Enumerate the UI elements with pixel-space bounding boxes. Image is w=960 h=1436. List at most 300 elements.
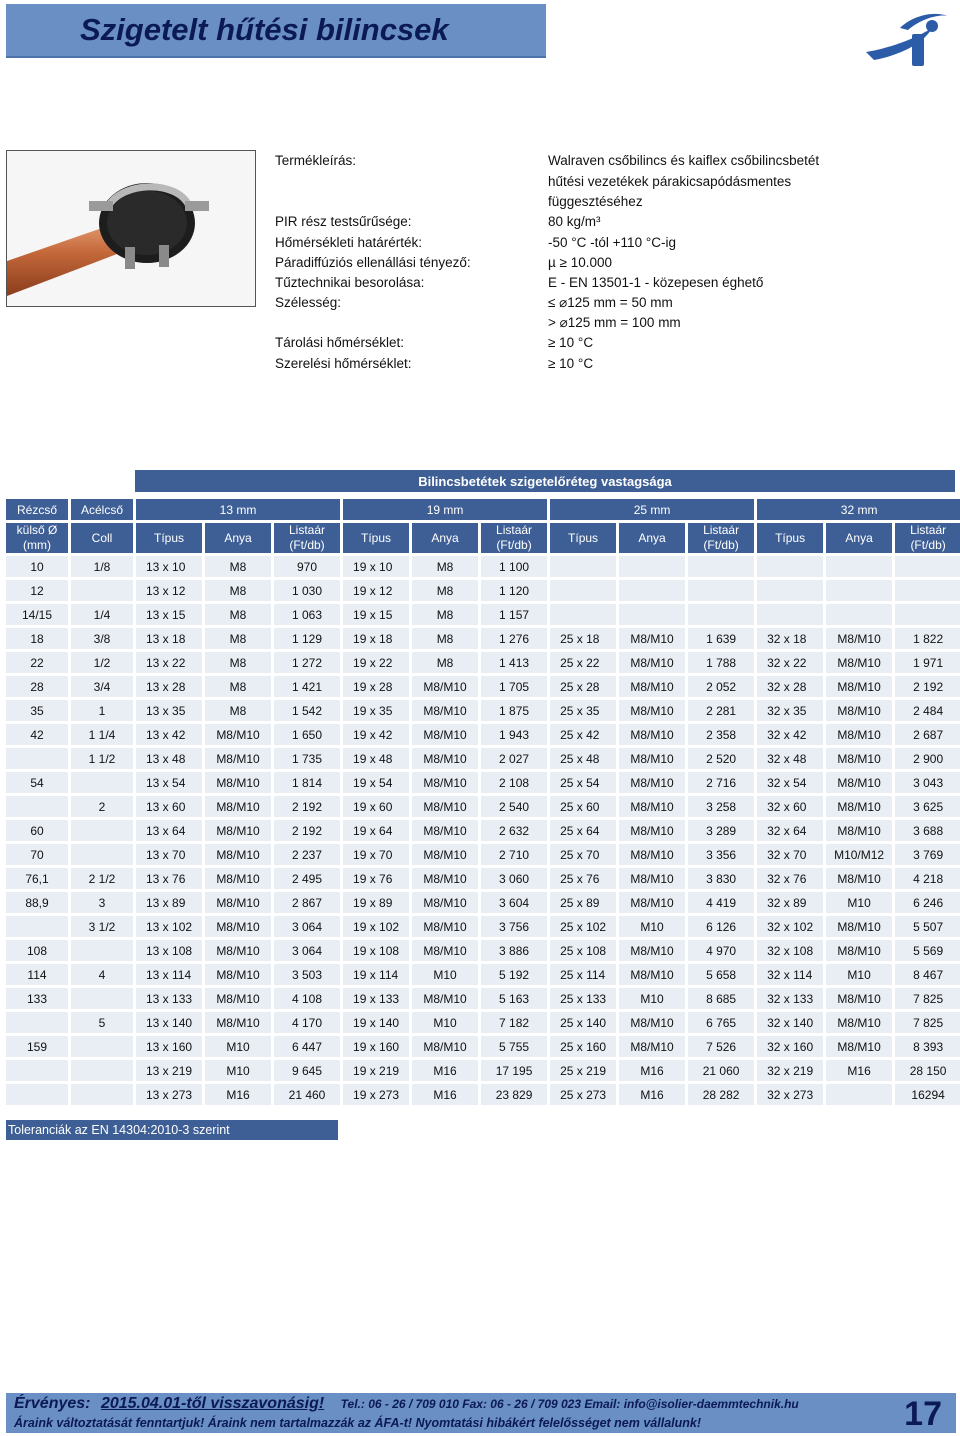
table-row (6, 772, 960, 793)
spec-label: Szerelési hőmérséklet: (275, 356, 412, 371)
cell-listaar: 5 658 (688, 964, 754, 985)
cell-anya (619, 580, 685, 601)
cell-listaar (688, 580, 754, 601)
cell-listaar: 8 467 (895, 964, 960, 985)
cell-listaar: 3 258 (688, 796, 754, 817)
cell-kulso (6, 916, 68, 937)
cell-tipus: 25 x 60 (550, 796, 616, 817)
spec-value: ≤ ⌀125 mm = 50 mm (548, 295, 673, 310)
cell-anya: M8/M10 (826, 652, 892, 673)
cell-anya: M8/M10 (412, 892, 478, 913)
table-row (6, 556, 960, 577)
cell-anya: M8 (205, 580, 271, 601)
cell-anya: M10 (412, 1012, 478, 1033)
cell-tipus: 25 x 35 (550, 700, 616, 721)
page-title: Szigetelt hűtési bilincsek (80, 12, 449, 47)
cell-tipus: 25 x 140 (550, 1012, 616, 1033)
cell-anya (619, 556, 685, 577)
subheader-row (6, 523, 960, 553)
cell-tipus: 13 x 273 (136, 1084, 202, 1105)
cell-anya: M8/M10 (619, 700, 685, 721)
cell-kulso: 28 (6, 676, 68, 697)
cell-listaar: 7 825 (895, 1012, 960, 1033)
table-row (6, 1084, 960, 1105)
cell-anya: M8/M10 (826, 676, 892, 697)
cell-anya: M8/M10 (619, 1012, 685, 1033)
cell-listaar: 2 237 (274, 844, 340, 865)
cell-listaar: 4 218 (895, 868, 960, 889)
cell-coll: 1/8 (71, 556, 133, 577)
cell-tipus: 32 x 219 (757, 1060, 823, 1081)
cell-listaar: 2 281 (688, 700, 754, 721)
cell-coll: 1 (71, 700, 133, 721)
cell-tipus: 32 x 22 (757, 652, 823, 673)
table-row (6, 1036, 960, 1057)
cell-listaar: 1 421 (274, 676, 340, 697)
cell-tipus: 32 x 28 (757, 676, 823, 697)
cell-anya: M8/M10 (826, 868, 892, 889)
table-row (6, 844, 960, 865)
cell-anya: M10 (205, 1060, 271, 1081)
cell-listaar: 1 542 (274, 700, 340, 721)
cell-listaar: 3 756 (481, 916, 547, 937)
cell-listaar: 1 157 (481, 604, 547, 625)
cell-anya: M8/M10 (205, 820, 271, 841)
cell-listaar: 8 393 (895, 1036, 960, 1057)
cell-tipus: 19 x 12 (343, 580, 409, 601)
cell-tipus: 32 x 42 (757, 724, 823, 745)
company-logo (860, 6, 952, 70)
cell-anya: M8/M10 (826, 988, 892, 1009)
cell-kulso: 108 (6, 940, 68, 961)
subheader-tipus: Típus (550, 523, 616, 553)
cell-listaar: 17 195 (481, 1060, 547, 1081)
cell-tipus: 13 x 28 (136, 676, 202, 697)
cell-tipus: 19 x 273 (343, 1084, 409, 1105)
cell-anya: M8/M10 (412, 940, 478, 961)
cell-tipus: 25 x 102 (550, 916, 616, 937)
cell-anya: M8 (205, 556, 271, 577)
cell-tipus: 19 x 140 (343, 1012, 409, 1033)
cell-anya: M16 (412, 1060, 478, 1081)
cell-anya: M8/M10 (205, 916, 271, 937)
cell-tipus: 19 x 114 (343, 964, 409, 985)
cell-anya: M8/M10 (205, 892, 271, 913)
spec-value: hűtési vezetékek párakicsapódásmentes (548, 174, 792, 189)
subheader-tipus: Típus (757, 523, 823, 553)
cell-listaar: 5 192 (481, 964, 547, 985)
cell-kulso: 12 (6, 580, 68, 601)
cell-tipus: 13 x 108 (136, 940, 202, 961)
cell-tipus: 25 x 76 (550, 868, 616, 889)
cell-tipus: 13 x 102 (136, 916, 202, 937)
cell-anya: M8/M10 (205, 748, 271, 769)
spec-label: Tűztechnikai besorolása: (275, 275, 425, 290)
cell-coll: 3/8 (71, 628, 133, 649)
cell-tipus: 32 x 108 (757, 940, 823, 961)
cell-listaar: 1 943 (481, 724, 547, 745)
cell-tipus: 19 x 22 (343, 652, 409, 673)
cell-listaar: 3 503 (274, 964, 340, 985)
cell-listaar: 21 460 (274, 1084, 340, 1105)
spec-label: PIR rész testsűrűsége: (275, 214, 412, 229)
cell-anya: M8 (412, 604, 478, 625)
table-row (6, 988, 960, 1009)
cell-kulso: 60 (6, 820, 68, 841)
cell-tipus: 13 x 160 (136, 1036, 202, 1057)
cell-tipus: 13 x 70 (136, 844, 202, 865)
cell-listaar (688, 556, 754, 577)
spec-label: Tárolási hőmérséklet: (275, 335, 405, 350)
cell-kulso: 22 (6, 652, 68, 673)
subheader-listaar-line1: Listaár (910, 523, 947, 537)
cell-listaar: 1 276 (481, 628, 547, 649)
cell-anya: M16 (619, 1060, 685, 1081)
cell-tipus: 32 x 60 (757, 796, 823, 817)
cell-anya: M10 (619, 988, 685, 1009)
cell-listaar: 3 289 (688, 820, 754, 841)
cell-anya: M8/M10 (412, 1036, 478, 1057)
spec-label: Szélesség: (275, 295, 342, 310)
cell-listaar: 3 043 (895, 772, 960, 793)
cell-listaar: 2 192 (274, 820, 340, 841)
spec-value: ≥ 10 °C (548, 356, 594, 371)
subheader-listaar-line2: (Ft/db) (703, 538, 739, 552)
cell-tipus: 32 x 102 (757, 916, 823, 937)
cell-listaar: 2 192 (895, 676, 960, 697)
cell-listaar: 3 064 (274, 916, 340, 937)
table-row (6, 892, 960, 913)
cell-listaar: 6 765 (688, 1012, 754, 1033)
spec-value: µ ≥ 10.000 (548, 255, 612, 270)
subheader-coll: Coll (71, 523, 133, 553)
cell-listaar: 2 108 (481, 772, 547, 793)
cell-anya: M8/M10 (205, 844, 271, 865)
cell-anya: M8 (412, 628, 478, 649)
cell-kulso: 88,9 (6, 892, 68, 913)
cell-tipus: 13 x 18 (136, 628, 202, 649)
cell-anya: M8/M10 (412, 796, 478, 817)
cell-anya: M8/M10 (205, 988, 271, 1009)
cell-tipus: 32 x 48 (757, 748, 823, 769)
footer (6, 1393, 956, 1433)
cell-tipus: 13 x 133 (136, 988, 202, 1009)
cell-listaar: 1 788 (688, 652, 754, 673)
table-row (6, 868, 960, 889)
cell-tipus: 13 x 60 (136, 796, 202, 817)
cell-anya: M10/M12 (826, 844, 892, 865)
subheader-listaar (688, 523, 754, 553)
subheader-listaar-line2: (Ft/db) (289, 538, 325, 552)
subheader-anya: Anya (826, 523, 892, 553)
subheader-anya: Anya (619, 523, 685, 553)
cell-anya: M8/M10 (619, 1036, 685, 1057)
cell-anya: M8/M10 (205, 1012, 271, 1033)
cell-listaar: 2 358 (688, 724, 754, 745)
cell-coll: 3 (71, 892, 133, 913)
cell-anya: M8/M10 (826, 916, 892, 937)
cell-tipus (757, 580, 823, 601)
cell-tipus: 13 x 15 (136, 604, 202, 625)
cell-kulso: 70 (6, 844, 68, 865)
cell-listaar: 1 735 (274, 748, 340, 769)
table-row (6, 700, 960, 721)
product-photo (6, 150, 256, 307)
cell-kulso: 114 (6, 964, 68, 985)
cell-listaar: 2 540 (481, 796, 547, 817)
cell-anya: M8/M10 (205, 868, 271, 889)
subheader-listaar-line1: Listaár (496, 523, 533, 537)
subheader-listaar (895, 523, 960, 553)
cell-tipus: 13 x 42 (136, 724, 202, 745)
cell-tipus: 19 x 64 (343, 820, 409, 841)
cell-tipus: 32 x 140 (757, 1012, 823, 1033)
cell-anya: M8/M10 (412, 820, 478, 841)
subheader-listaar-line1: Listaár (289, 523, 326, 537)
cell-anya: M8 (412, 556, 478, 577)
cell-anya: M8/M10 (412, 700, 478, 721)
cell-tipus: 13 x 22 (136, 652, 202, 673)
cell-listaar: 4 108 (274, 988, 340, 1009)
cell-listaar: 1 100 (481, 556, 547, 577)
cell-anya (826, 580, 892, 601)
cell-listaar: 5 163 (481, 988, 547, 1009)
cell-listaar: 1 639 (688, 628, 754, 649)
table-row (6, 1012, 960, 1033)
cell-listaar: 7 526 (688, 1036, 754, 1057)
cell-tipus: 32 x 54 (757, 772, 823, 793)
spec-label: Páradiffúziós ellenállási tényező: (275, 255, 471, 270)
cell-tipus: 25 x 133 (550, 988, 616, 1009)
cell-listaar: 1 120 (481, 580, 547, 601)
cell-listaar: 3 060 (481, 868, 547, 889)
cell-anya: M8 (205, 652, 271, 673)
cell-coll: 3 1/2 (71, 916, 133, 937)
cell-coll: 3/4 (71, 676, 133, 697)
cell-tipus: 13 x 35 (136, 700, 202, 721)
cell-kulso (6, 1012, 68, 1033)
cell-coll: 1/2 (71, 652, 133, 673)
cell-anya: M8 (205, 700, 271, 721)
cell-listaar: 3 064 (274, 940, 340, 961)
spec-value: függesztéséhez (548, 194, 643, 209)
cell-tipus: 25 x 48 (550, 748, 616, 769)
cell-coll: 1/4 (71, 604, 133, 625)
cell-kulso: 54 (6, 772, 68, 793)
cell-anya (826, 556, 892, 577)
subheader-kulso (6, 523, 68, 553)
cell-tipus: 19 x 28 (343, 676, 409, 697)
cell-anya: M8/M10 (412, 988, 478, 1009)
cell-anya: M8/M10 (205, 772, 271, 793)
cell-anya: M10 (826, 892, 892, 913)
cell-kulso: 35 (6, 700, 68, 721)
page-number: 17 (904, 1395, 942, 1433)
cell-listaar: 1 413 (481, 652, 547, 673)
cell-tipus (550, 604, 616, 625)
cell-tipus: 25 x 22 (550, 652, 616, 673)
cell-anya: M8/M10 (205, 940, 271, 961)
cell-tipus: 13 x 54 (136, 772, 202, 793)
cell-anya: M8/M10 (205, 724, 271, 745)
cell-tipus: 25 x 160 (550, 1036, 616, 1057)
cell-tipus: 19 x 60 (343, 796, 409, 817)
cell-listaar: 2 716 (688, 772, 754, 793)
table-row (6, 820, 960, 841)
cell-listaar: 970 (274, 556, 340, 577)
cell-coll (71, 844, 133, 865)
cell-tipus: 13 x 89 (136, 892, 202, 913)
cell-coll: 1 1/4 (71, 724, 133, 745)
cell-coll (71, 772, 133, 793)
cell-listaar: 1 063 (274, 604, 340, 625)
cell-coll (71, 1060, 133, 1081)
cell-coll: 5 (71, 1012, 133, 1033)
cell-tipus (550, 580, 616, 601)
cell-tipus: 32 x 70 (757, 844, 823, 865)
spec-value: ≥ 10 °C (548, 335, 594, 350)
cell-listaar: 1 705 (481, 676, 547, 697)
cell-kulso: 14/15 (6, 604, 68, 625)
cell-anya: M8/M10 (412, 844, 478, 865)
cell-anya: M8/M10 (412, 724, 478, 745)
cell-anya: M8/M10 (619, 628, 685, 649)
spec-value: -50 °C -tól +110 °C-ig (548, 235, 676, 250)
cell-anya: M8/M10 (826, 820, 892, 841)
cell-listaar: 2 027 (481, 748, 547, 769)
cell-tipus: 25 x 108 (550, 940, 616, 961)
cell-anya: M8/M10 (412, 772, 478, 793)
cell-anya: M8/M10 (412, 676, 478, 697)
cell-anya: M8/M10 (619, 724, 685, 745)
cell-tipus: 19 x 70 (343, 844, 409, 865)
cell-anya: M8/M10 (826, 700, 892, 721)
cell-anya: M10 (205, 1036, 271, 1057)
cell-anya: M8/M10 (412, 916, 478, 937)
cell-tipus: 25 x 42 (550, 724, 616, 745)
subheader-tipus: Típus (136, 523, 202, 553)
cell-listaar: 21 060 (688, 1060, 754, 1081)
cell-anya: M8/M10 (619, 652, 685, 673)
table-row (6, 580, 960, 601)
cell-kulso: 10 (6, 556, 68, 577)
cell-tipus: 25 x 28 (550, 676, 616, 697)
cell-listaar: 2 520 (688, 748, 754, 769)
cell-tipus (550, 556, 616, 577)
subheader-listaar-line2: (Ft/db) (910, 538, 946, 552)
cell-anya: M10 (412, 964, 478, 985)
cell-tipus: 32 x 18 (757, 628, 823, 649)
cell-kulso (6, 1084, 68, 1105)
subheader-listaar (274, 523, 340, 553)
cell-tipus: 25 x 114 (550, 964, 616, 985)
spec-label: Termékleírás: (275, 153, 357, 168)
subheader-anya: Anya (412, 523, 478, 553)
cell-tipus: 32 x 64 (757, 820, 823, 841)
cell-tipus: 13 x 140 (136, 1012, 202, 1033)
cell-tipus: 19 x 42 (343, 724, 409, 745)
cell-coll (71, 1084, 133, 1105)
cell-listaar: 16294 (895, 1084, 960, 1105)
spec-value: 80 kg/m³ (548, 214, 601, 229)
cell-listaar: 1 650 (274, 724, 340, 745)
cell-anya: M8/M10 (412, 868, 478, 889)
price-table (3, 496, 960, 1108)
cell-anya: M8 (205, 628, 271, 649)
cell-coll: 1 1/2 (71, 748, 133, 769)
cell-tipus: 25 x 89 (550, 892, 616, 913)
cell-tipus: 13 x 76 (136, 868, 202, 889)
cell-listaar: 28 282 (688, 1084, 754, 1105)
cell-anya: M16 (205, 1084, 271, 1105)
cell-anya: M8/M10 (619, 964, 685, 985)
spec-value: Walraven csőbilincs és kaiflex csőbilincsbetét (548, 153, 820, 168)
cell-tipus: 19 x 102 (343, 916, 409, 937)
cell-listaar: 8 685 (688, 988, 754, 1009)
cell-tipus (757, 604, 823, 625)
spec-value: > ⌀125 mm = 100 mm (548, 315, 681, 330)
title-bar (6, 4, 546, 58)
cell-kulso: 159 (6, 1036, 68, 1057)
cell-listaar: 5 755 (481, 1036, 547, 1057)
table-body (6, 556, 960, 1105)
cell-coll (71, 1036, 133, 1057)
subheader-listaar (481, 523, 547, 553)
subheader-kulso-line2: (mm) (23, 538, 51, 552)
header-thickness: 25 mm (550, 499, 754, 520)
cell-kulso (6, 748, 68, 769)
table-row (6, 676, 960, 697)
cell-tipus: 19 x 133 (343, 988, 409, 1009)
cell-tipus: 32 x 76 (757, 868, 823, 889)
cell-anya: M8/M10 (619, 796, 685, 817)
cell-listaar (688, 604, 754, 625)
cell-listaar: 6 246 (895, 892, 960, 913)
cell-anya: M8/M10 (619, 772, 685, 793)
cell-tipus: 19 x 15 (343, 604, 409, 625)
cell-tipus: 25 x 273 (550, 1084, 616, 1105)
cell-anya: M8/M10 (619, 892, 685, 913)
cell-tipus: 19 x 18 (343, 628, 409, 649)
cell-tipus: 19 x 54 (343, 772, 409, 793)
cell-anya: M8/M10 (619, 676, 685, 697)
table-row (6, 1060, 960, 1081)
cell-tipus: 19 x 10 (343, 556, 409, 577)
cell-tipus: 32 x 89 (757, 892, 823, 913)
cell-anya: M8/M10 (619, 940, 685, 961)
cell-listaar: 3 886 (481, 940, 547, 961)
cell-anya: M8/M10 (826, 1012, 892, 1033)
cell-anya (619, 604, 685, 625)
cell-tipus: 25 x 219 (550, 1060, 616, 1081)
cell-listaar: 6 447 (274, 1036, 340, 1057)
header-thickness: 13 mm (136, 499, 340, 520)
cell-anya: M16 (412, 1084, 478, 1105)
table-row (6, 724, 960, 745)
cell-listaar: 3 830 (688, 868, 754, 889)
cell-tipus: 19 x 48 (343, 748, 409, 769)
cell-anya: M8/M10 (826, 772, 892, 793)
cell-tipus (757, 556, 823, 577)
cell-listaar: 2 052 (688, 676, 754, 697)
validity-date: 2015.04.01-től visszavonásig! (100, 1395, 325, 1412)
cell-tipus: 25 x 64 (550, 820, 616, 841)
cell-anya: M8/M10 (826, 796, 892, 817)
cell-listaar: 2 687 (895, 724, 960, 745)
header-acelcso: Acélcső (71, 499, 133, 520)
cell-anya: M8 (205, 676, 271, 697)
cell-listaar: 7 182 (481, 1012, 547, 1033)
